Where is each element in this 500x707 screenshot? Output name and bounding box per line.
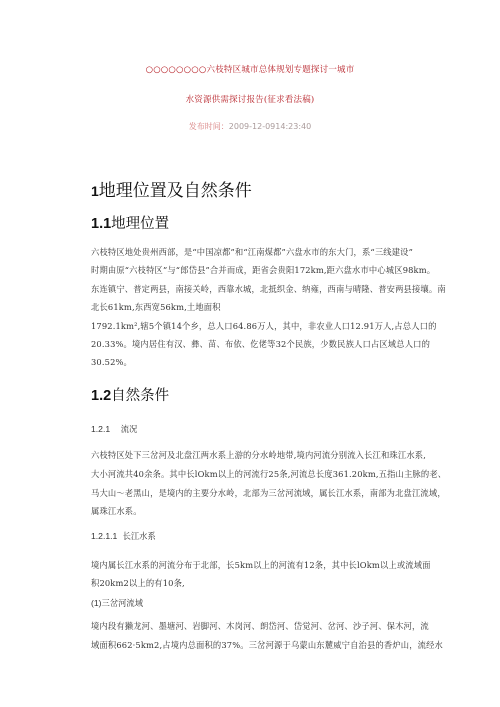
document-title-line-1: ○○○○○○○○六枝特区城市总体规划专题探讨一城市 [145, 65, 355, 75]
section-1-1-heading [91, 212, 169, 233]
document-title-line-2: 水资源供需探讨报告(征求看法稿) [185, 95, 315, 105]
section-1-2-1-1-number: 1.2.1.1 [91, 531, 118, 541]
section-1-2-1-1-title: 长江水系 [122, 531, 156, 541]
paragraph-line: 大小河流共40余条。其中长lOkm以上的河流行25条,河流总长度361.20km,五指山主脉的老、 [91, 469, 447, 479]
subsection-1-heading [91, 597, 143, 609]
subsection-1-title: 三岔河流域 [101, 598, 144, 608]
paragraph-line: 境内段有獭龙河、墨塘河、岩脚河、木岗河、朗岱河、岱觉河、岔河、沙子河、保木河，流 [91, 621, 429, 631]
subsection-1-number: (1) [91, 598, 102, 608]
section-1-2-1-title: 流况 [120, 424, 138, 434]
section-1-2-number: 1.2 [91, 388, 112, 404]
paragraph-line: 东连镇宁、普定两县，南接关岭，西靠水城，北抵织金、纳雍，西南与晴隆、普安两县接壤。南 [91, 284, 446, 294]
paragraph-line: 20.33%。境内居住有汉、彝、苗、布依、仡佬等32个民族，少数民族人口占区域总人口的 [91, 339, 431, 349]
section-1-heading [91, 176, 252, 201]
paragraph-line: 时期由原“六枝特区”与“郎岱县”合并而成，距省会贵阳172km,距六盘水市中心城区98km。 [91, 265, 436, 275]
section-1-2-1-1-heading [91, 530, 156, 542]
section-1-2-1-number: 1.2.1 [91, 424, 111, 434]
publish-info [0, 121, 500, 132]
paragraph-line: 六枝特区地处贵州西部，是“中国凉都”和“江南煤都”六盘水市的东大门，系“三线建设” [91, 247, 413, 257]
section-1-2-1-heading [91, 423, 137, 435]
paragraph-line: 属珠江水系。 [91, 506, 142, 516]
paragraph-line: 域面积662·5km2,占境内总面积的37%。三岔河源于乌蒙山东麓威宁自治县的香炉山，流经水 [91, 640, 444, 650]
paragraph-line: 积20km2以上的有10条, [91, 578, 185, 588]
section-1-number: 1 [91, 183, 99, 199]
paragraph-line: 六枝特区处下三岔河及北盘江两水系上游的分水岭地带,境内河流分别流入长江和珠江水系, [91, 450, 427, 460]
paragraph-line: 30.52%。 [91, 357, 132, 367]
paragraph-line: 马大山～老黑山，是境内的主要分水岭，北部为三岔河流域，属长江水系，南部为北盘江流域， [91, 488, 446, 498]
section-1-1-title: 地理位置 [111, 216, 170, 232]
paragraph-line: 1792.1km²,辖5个镇14个乡，总人口64.86万人，其中，非农业人口12.91万人,占总人口的 [91, 321, 437, 331]
section-1-2-title: 自然条件 [111, 388, 170, 404]
section-1-1-number: 1.1 [91, 216, 112, 232]
paragraph-line: 境内属长江水系的河流分布于北部，长5km以上的河流有12条，其中长lOkm以上或流域面 [91, 560, 431, 570]
publish-label: 发布时间： [188, 122, 229, 131]
paragraph-line: 北长61km,东西宽56km,土地面积 [91, 302, 221, 312]
section-1-2-heading [91, 384, 169, 405]
publish-date: 2009-12-0914:23:40 [228, 122, 312, 131]
section-1-title: 地理位置及自然条件 [98, 181, 252, 201]
